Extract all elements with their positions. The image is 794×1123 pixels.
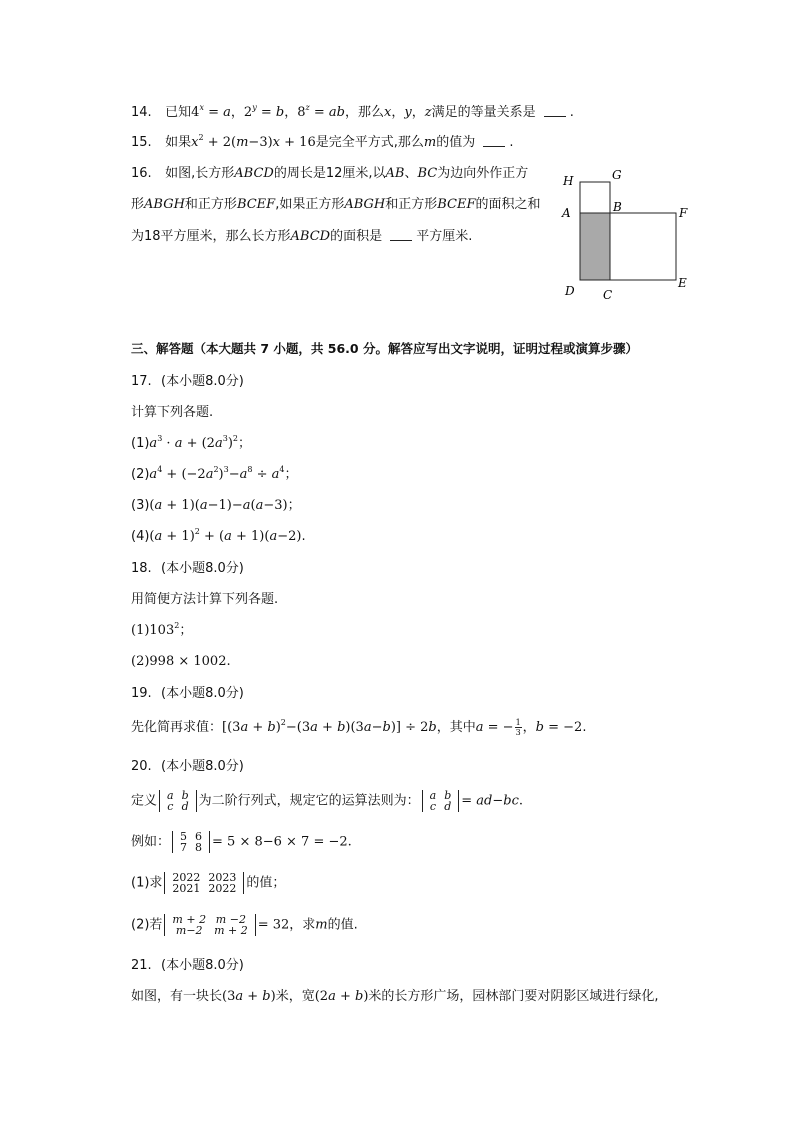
section-3-heading: 三、解答题（本大题共 7 小题，共 56.0 分。解答应写出文字说明，证明过程或演算步骤） (131, 341, 638, 356)
q14-text-5: 满足的等量关系是 (431, 105, 536, 120)
q20-definition: 定义 a b c d 为二阶行列式，规定它的运算法则为： a b c d = ad−bc. (131, 789, 524, 813)
q18-intro: 用简便方法计算下列各题. (131, 592, 279, 607)
determinant-abcd: a b c d (159, 790, 197, 812)
square-abgh (580, 182, 610, 213)
q14-text-1: 已知 (165, 105, 192, 120)
label-f: F (679, 206, 688, 220)
label-e: E (678, 276, 687, 290)
q20-part-2: (2)若 m + 2 m −2 m−2 m + 2 = 32，求m的值. (131, 913, 358, 937)
question-16-line-1: 16. 如图,长方形ABCD的周长是12厘米,以AB、BC为边向外作正方 (131, 164, 528, 184)
q18-part-1: $(1)103^2$； (131, 621, 193, 638)
question-20-header: 20. (本小题8.0分) (131, 759, 244, 774)
question-16-line-3: 为18平方厘米，那么长方形ABCD的面积是 平方厘米. (131, 229, 473, 244)
q19-body: 先化简再求值：$[(3a + b)^2-(3a + b)(3a-b)] \div 2b$，其中a = − $\frac{1}{3}$ ，b = −2. (131, 718, 587, 737)
answer-blank (390, 228, 412, 241)
question-14: 14. 已知$4^x = a$，$2^y = b$，$8^z$ = ab，那么x，y，z满足的等量关系是 . (131, 103, 574, 123)
question-number: 15. (131, 135, 152, 150)
question-15: 15. 如果$x^2 + 2(m-3)x + 16$是完全平方式,那么m的值为 . (131, 133, 513, 153)
label-a: A (562, 206, 571, 220)
q17-part-1: $(1)a^3 \cdot a + (2a^3)^2$； (131, 434, 251, 451)
q20-example: 例如： 5 6 7 8 = 5 × 8−6 × 7 = −2. (131, 830, 352, 854)
determinant-example: 5 6 7 8 (172, 831, 210, 853)
q21-body: 如图，有一块长(3a + b)米，宽(2a + b)米的长方形广场，园林部门要对阴影区域进行绿化, (131, 989, 659, 1004)
square-bcef (610, 213, 676, 280)
determinant-2022: 2022 2023 2021 2022 (164, 872, 244, 894)
label-d: D (565, 284, 575, 298)
q20-part-1: (1)求 2022 2023 2021 2022 的值； (131, 871, 286, 895)
question-17-header: 17. (本小题8.0分) (131, 374, 244, 389)
question-number: 14. (131, 105, 152, 120)
q17-part-4: $(4)(a + 1)^2 + (a + 1)(a-2)$. (131, 527, 306, 544)
q17-intro: 计算下列各题. (131, 405, 214, 420)
label-g: G (612, 168, 622, 182)
q17-part-3: (3)(a + 1)(a−1)−a(a−3)； (131, 498, 301, 513)
label-b: B (613, 200, 622, 214)
shaded-rectangle-abcd (580, 213, 610, 280)
label-c: C (603, 288, 613, 302)
question-18-header: 18. (本小题8.0分) (131, 561, 244, 576)
determinant-m: m + 2 m −2 m−2 m + 2 (164, 914, 255, 936)
question-21-header: 21. (本小题8.0分) (131, 958, 244, 973)
q18-part-2: (2)998 × 1002. (131, 654, 231, 669)
answer-blank (544, 104, 566, 117)
question-16-line-2: 形ABGH和正方形BCEF,如果正方形ABGH和正方形BCEF的面积之和 (131, 197, 541, 212)
question-19-header: 19. (本小题8.0分) (131, 686, 244, 701)
answer-blank (483, 134, 505, 147)
label-h: H (563, 174, 574, 188)
question-number: 16. (131, 166, 152, 181)
q17-part-2: $(2)a^4 + (-2a^2)^3-a^8 \div a^4$； (131, 465, 298, 482)
square-rectangle-figure (555, 165, 705, 305)
